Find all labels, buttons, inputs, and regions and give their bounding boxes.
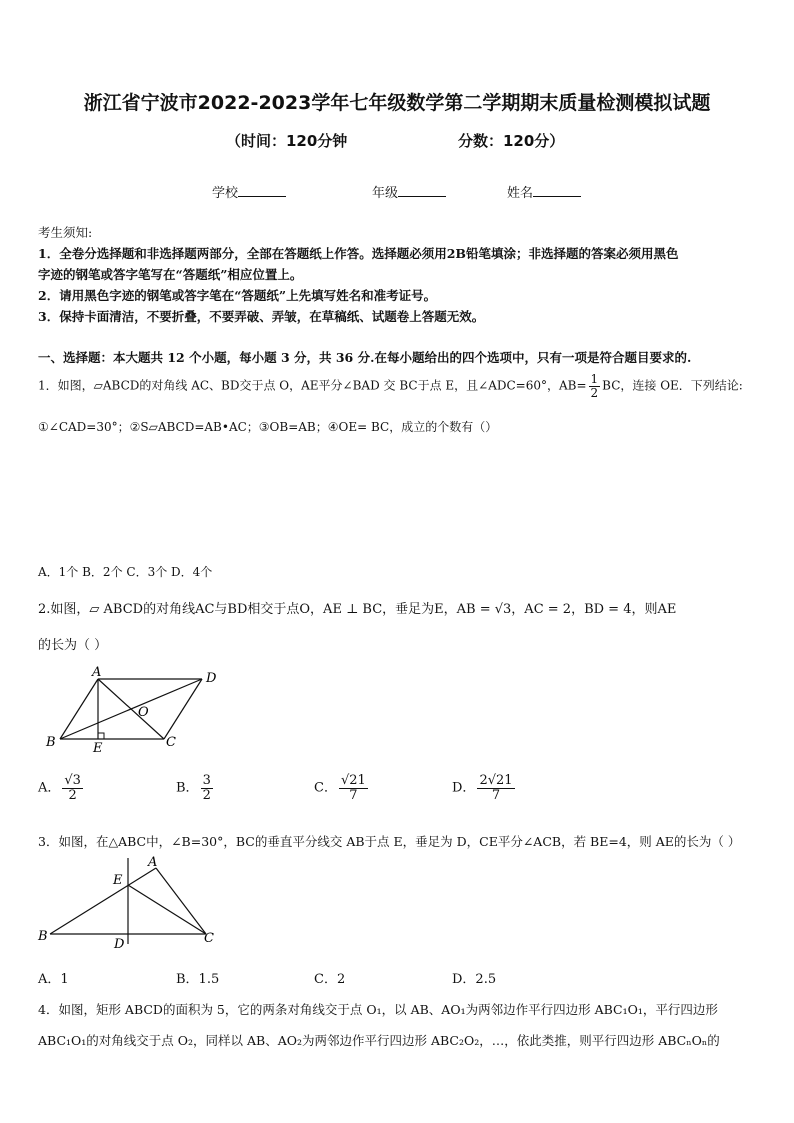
q2-label-e: E (93, 741, 103, 754)
exam-time: （时间：120分钟 (226, 132, 348, 150)
q4-stem-cont: ABC₁O₁的对角线交于点 O₂，同样以 AB、AO₂为两邻边作平行四边形 ABC₂O₂，…，依此类推，则平行四边形 ABCₙOₙ的 (38, 1033, 720, 1048)
q2-option-c[interactable]: C． $\frac{√21}{7}$ (314, 773, 366, 803)
q3-label-b: B (38, 929, 48, 944)
school-field[interactable] (212, 182, 286, 201)
grade-field[interactable] (372, 182, 446, 201)
notice-heading: 考生须知: (38, 225, 93, 240)
q2-label-o: O (138, 705, 149, 720)
page-title: 浙江省宁波市2022-2023学年七年级数学第二学期期末质量检测模拟试题 (83, 92, 711, 114)
q2-option-b[interactable]: B． $\frac{3}{2}$ (176, 773, 211, 803)
q3-label-e: E (113, 873, 123, 888)
notice-item: 字迹的钢笔或答字笔写在“答题纸”相应位置上。 (38, 267, 303, 282)
q4-stem: 4．如图，矩形 ABCD的面积为 5，它的两条对角线交于点 O₁，以 AB、AO₁为两邻边作平行四边形 ABC₁O₁，平行四边形 (38, 1002, 718, 1017)
notice-item: 2．请用黑色字迹的钢笔或答字笔在“答题纸”上先填写姓名和准考证号。 (38, 288, 437, 303)
q1-fraction: $\frac{1}{2}$ (590, 372, 599, 400)
q3-label-d: D (114, 937, 125, 952)
q2-option-a[interactable]: A． $\frac{√3}{2}$ (38, 773, 81, 803)
q3-option-c[interactable]: C．2 (314, 972, 346, 987)
q2-label-c: C (166, 735, 176, 750)
exam-score: 分数：120分） (458, 132, 565, 150)
q3-label-a: A (148, 855, 158, 870)
section-heading: 一、选择题：本大题共 12 个小题，每小题 3 分，共 36 分.在每小题给出的四个选项中，只有一项是符合题目要求的. (38, 350, 692, 365)
q2-stem: 2.如图，▱ ABCD的对角线AC与BD相交于点O，AE ⊥ BC，垂足为E，AB = √3，AC = 2，BD = 4，则AE (38, 602, 677, 617)
q2-option-d[interactable]: D． $\frac{2√21}{7}$ (452, 773, 513, 803)
q2-stem-cont: 的长为（ ） (38, 638, 108, 653)
q3-option-d[interactable]: D．2.5 (452, 972, 497, 987)
q1-stem: 1．如图，▱ABCD的对角线 AC、BD交于点 O，AE平分∠BAD 交 BC于点 E，且∠ADC=60°，AB= $\frac{1}{2}$ BC，连接 OE．下列结论: (38, 372, 743, 400)
q3-triangle-figure (36, 854, 218, 958)
q3-label-c: C (204, 931, 214, 946)
q1-conditions: ①∠CAD=30°；②S▱ABCD=AB•AC；③OB=AB；④OE= BC，成立的个数有（） (38, 420, 498, 434)
grade-label: 年级 (372, 186, 399, 201)
notice-item: 3．保持卡面清洁，不要折叠，不要弄破、弄皱，在草稿纸、试题卷上答题无效。 (38, 309, 485, 324)
name-field[interactable] (507, 182, 581, 201)
q2-label-a: A (92, 665, 102, 680)
notice-item: 1．全卷分选择题和非选择题两部分，全部在答题纸上作答。选择题必须用2B铅笔填涂；非选择题的答案必须用黑色 (38, 246, 679, 261)
school-label: 学校 (212, 186, 239, 201)
q2-label-d: D (206, 671, 217, 686)
q2-parallelogram-figure (40, 664, 240, 754)
name-label: 姓名 (507, 186, 534, 201)
q3-stem: 3．如图，在△ABC中，∠B=30°，BC的垂直平分线交 AB于点 E，垂足为 D，CE平分∠ACB，若 BE=4，则 AE的长为（ ） (38, 834, 741, 849)
q1-options: A．1个 B．2个 C．3个 D．4个 (38, 565, 213, 579)
q3-option-b[interactable]: B．1.5 (176, 972, 220, 987)
q3-option-a[interactable]: A．1 (38, 972, 69, 987)
q2-label-b: B (46, 735, 56, 750)
